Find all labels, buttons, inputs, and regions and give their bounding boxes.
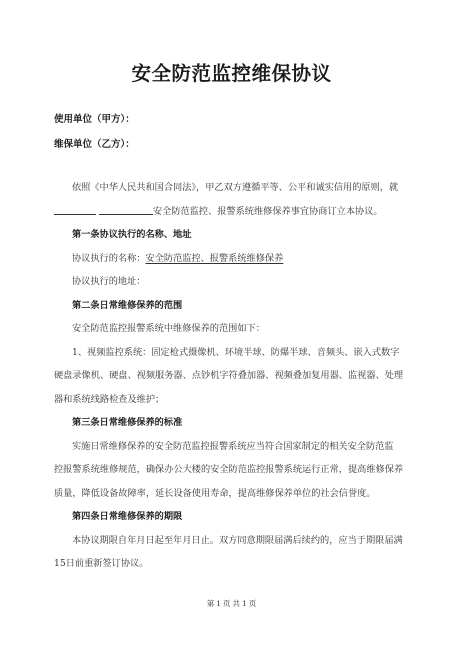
footer-page-number: 1: [216, 599, 221, 608]
page-footer: [0, 598, 463, 609]
article-3-line-1: 实施日常维修保养的安全防范监控报警系统应当符合国家制定的相关安全防范监: [72, 440, 394, 452]
article-2-line-4: 器和系统线路检查及维护；: [54, 393, 165, 405]
intro-line-2-text: 安全防范监控、报警系统维修保养事宜协商订立本协议。: [152, 205, 383, 217]
article-3-heading: 第三条日常维修保养的标准: [72, 417, 183, 428]
article-3-line-3: 质量，降低设备故障率，延长设备使用寿命，提高维修保养单位的社会信誉度。: [54, 487, 376, 499]
article-4-heading: 第四条日常维修保养的期限: [72, 511, 183, 522]
name-value: 安全防范监控、报警系统维修保养: [145, 252, 284, 264]
article-1-address: 协议执行的地址：: [72, 276, 146, 287]
article-4-line-1: 本协议期限自年月日起至年月日止。双方同意期限届满后续约的，应当于期限届满: [72, 534, 403, 546]
intro-line-2: [54, 200, 410, 224]
blank-field: [54, 203, 96, 215]
footer-prefix: 第: [206, 599, 215, 608]
name-label: 协议执行的名称：: [72, 252, 146, 264]
article-2-line-2: 1、视频监控系统：固定枪式摄像机、环境半球、防爆半球、音频头、嵌入式数字: [72, 346, 400, 358]
article-1-heading: 第一条协议执行的名称、地址: [72, 229, 192, 240]
blank-field: [99, 203, 153, 215]
party-a-label: 使用单位（甲方）：: [54, 114, 135, 125]
document-title: 安全防范监控维保协议: [131, 62, 332, 85]
party-b-label: 维保单位（乙方）：: [54, 139, 135, 150]
article-4-line-2: 15日前重新签订协议。: [54, 558, 149, 569]
article-2-line-1: 安全防范监控报警系统中维修保养的范围如下：: [72, 323, 265, 334]
footer-page-unit: 页: [223, 599, 231, 608]
article-2-line-3: 硬盘录像机、硬盘、视频服务器、点钞机字符叠加器、视频叠加复用器、监视器、处理: [54, 370, 404, 381]
article-1-name: [54, 247, 410, 271]
agreement-body: [54, 176, 410, 576]
intro-line-1: 依照《中华人民共和国合同法》，甲乙双方遵循平等、公平和诚实信用的原则，就: [72, 182, 399, 193]
article-3-line-2: 控报警系统维修规范，确保办公大楼的安全防范监控报警系统运行正常，提高维修保养: [54, 464, 404, 475]
footer-total-pages: 1: [242, 599, 247, 608]
footer-total-label: 共: [232, 599, 240, 608]
article-2-heading: 第二条日常维修保养的范围: [72, 299, 183, 311]
footer-suffix: 页: [248, 599, 257, 608]
